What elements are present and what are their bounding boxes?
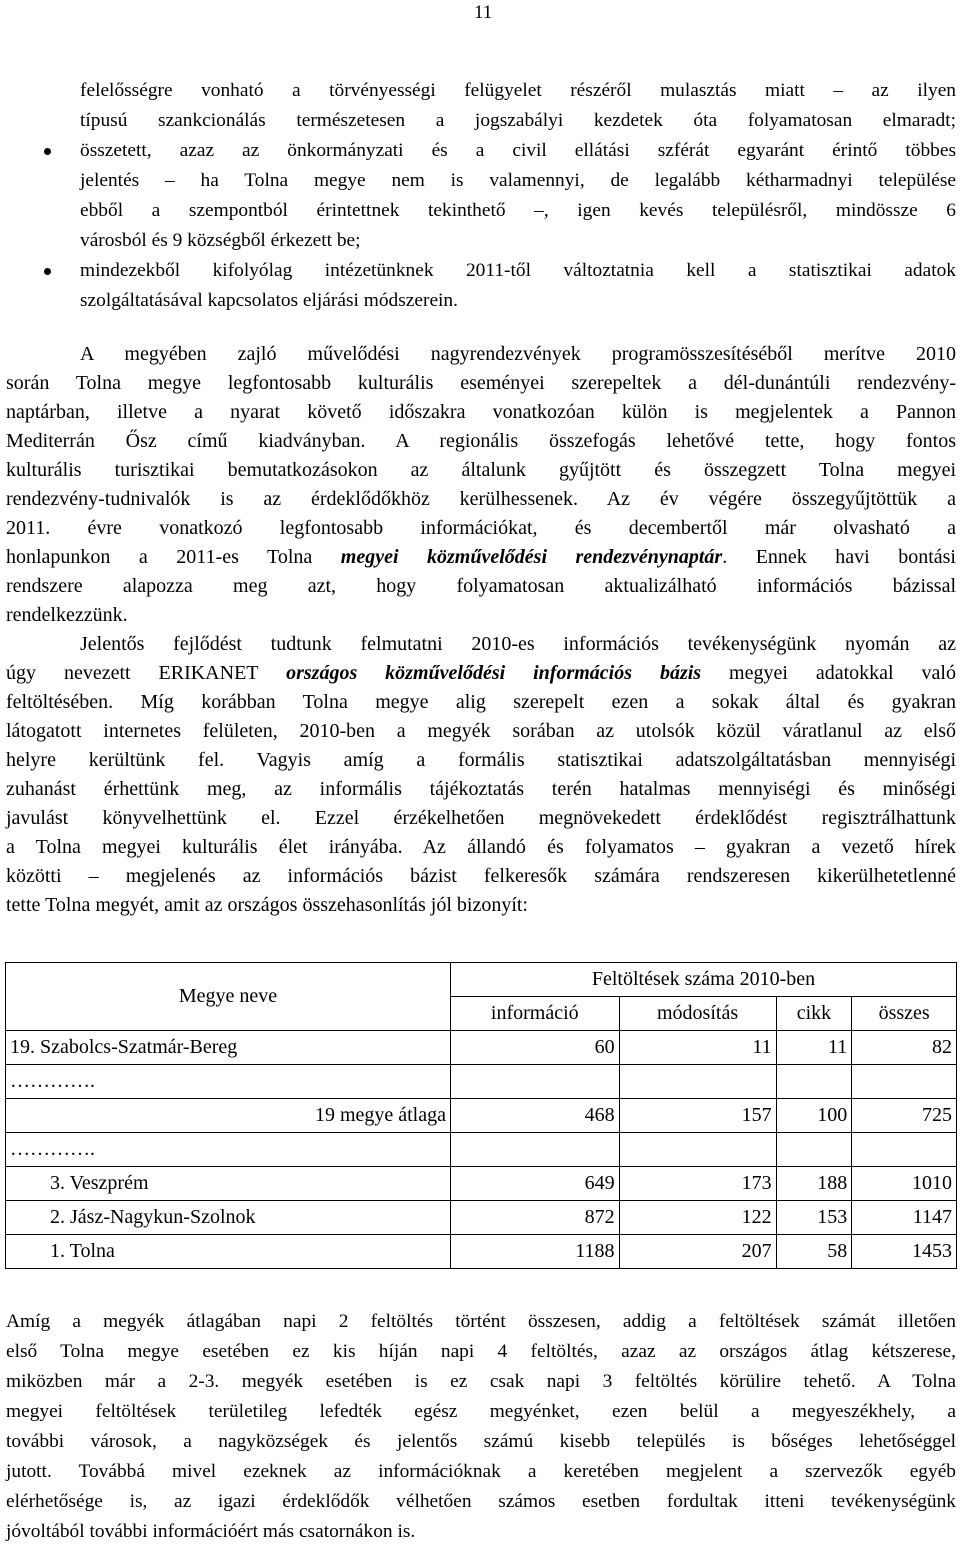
text-line: miközben már a 2-3. megyék esetében is ez csak napi 3 feltöltés körülire tehető. A Tolna bbox=[6, 1371, 956, 1392]
table-row bbox=[6, 1133, 957, 1167]
cell: 725 bbox=[852, 1099, 957, 1133]
cell bbox=[451, 1065, 620, 1099]
bullet-line: felelősségre vonható a törvényességi felügyelet részéről mulasztás miatt – az ilyen bbox=[80, 80, 956, 101]
cell: 11 bbox=[776, 1031, 852, 1065]
cell bbox=[852, 1065, 957, 1099]
text-line: helyre kerültünk fel. Vagyis amíg a formális statisztikai adatszolgáltatásban mennyiségi bbox=[6, 749, 956, 771]
table-row bbox=[6, 1031, 957, 1065]
cell: 100 bbox=[776, 1099, 852, 1133]
header-uploads-2010: Feltöltések száma 2010-ben bbox=[451, 963, 957, 997]
table-header-row bbox=[6, 963, 957, 997]
bullet-line: mindezekből kifolyólag intézetünknek 2011-től változtatnia kell a statisztikai adatok bbox=[80, 260, 956, 281]
cell: 468 bbox=[451, 1099, 620, 1133]
text-line: 2011. évre vonatkozó legfontosabb információkat, és decembertől már olvasható a bbox=[6, 517, 956, 539]
cell: 157 bbox=[619, 1099, 776, 1133]
row-name: 1. Tolna bbox=[6, 1235, 451, 1269]
cell: 649 bbox=[451, 1167, 620, 1201]
cell: 153 bbox=[776, 1201, 852, 1235]
table-row bbox=[6, 1235, 957, 1269]
cell bbox=[776, 1065, 852, 1099]
header-information: információ bbox=[451, 997, 620, 1031]
text-line: rendelkezzünk. bbox=[6, 604, 128, 626]
text-line: naptárban, illetve a nyarat követő időszakra vonatkozóan külön is megjelentek a Pannon bbox=[6, 401, 956, 423]
row-name: 2. Jász-Nagykun-Szolnok bbox=[6, 1201, 451, 1235]
cell: 1010 bbox=[852, 1167, 957, 1201]
emphasis-event-calendar: megyei közművelődési rendezvénynaptár bbox=[340, 546, 723, 568]
emphasis-info-base: országos közművelődési információs bázis bbox=[286, 662, 702, 684]
header-total: összes bbox=[852, 997, 957, 1031]
cell: 207 bbox=[619, 1235, 776, 1269]
row-name: …………. bbox=[6, 1133, 451, 1167]
bullet-line: összetett, azaz az önkormányzati és a civil ellátási szférát egyaránt érintő többes bbox=[80, 140, 956, 161]
cell bbox=[776, 1133, 852, 1167]
bullet-dot-icon bbox=[44, 148, 51, 155]
text-line: rendezvény-tudnivalók is az érdeklődőkhöz kerülhessenek. Az év végére összegyűjtöttük a bbox=[6, 488, 956, 510]
text-span: . Ennek havi bontási bbox=[722, 546, 956, 568]
header-county-name: Megye neve bbox=[6, 963, 451, 1031]
bullet-line: szolgáltatásával kapcsolatos eljárási módszerein. bbox=[80, 290, 458, 311]
text-line: Mediterrán Ősz című kiadványban. A regionális összefogás lehetővé tette, hogy fontos bbox=[6, 430, 956, 452]
bullet-line: jelentés – ha Tolna megye nem is valamennyi, de legalább kétharmadnyi települése bbox=[80, 170, 956, 191]
table-row bbox=[6, 1167, 957, 1201]
text-line: Jelentős fejlődést tudtunk felmutatni 2010-es információs tevékenységünk nyomán az bbox=[80, 633, 956, 655]
text-line: megyei feltöltések területileg lefedték egész megyénket, ezen belül a megyeszékhely, a bbox=[6, 1401, 956, 1422]
text-line: Amíg a megyék átlagában napi 2 feltöltés történt összesen, addig a feltöltések számát illetően bbox=[6, 1311, 956, 1332]
row-name: …………. bbox=[6, 1065, 451, 1099]
text-line: tette Tolna megyét, amit az országos összehasonlítás jól bizonyít: bbox=[6, 894, 528, 916]
text-line: zuhanást érhettünk meg, az informális tájékoztatás terén hatalmas mennyiségi és minőségi bbox=[6, 778, 956, 800]
cell: 1453 bbox=[852, 1235, 957, 1269]
table-row bbox=[6, 1099, 957, 1133]
uploads-table bbox=[5, 962, 957, 1269]
text-line: első Tolna megye esetében ez kis híján napi 4 feltöltés, azaz az országos átlag kétszerese, bbox=[6, 1341, 956, 1362]
page-number: 11 bbox=[474, 2, 493, 23]
text-line: A megyében zajló művelődési nagyrendezvények programösszesítéséből merítve 2010 bbox=[80, 343, 956, 365]
cell: 60 bbox=[451, 1031, 620, 1065]
bullet-dot-icon bbox=[44, 268, 51, 275]
row-name: 19. Szabolcs-Szatmár-Bereg bbox=[6, 1031, 451, 1065]
text-line: rendszere alapozza meg azt, hogy folyamatosan aktualizálható információs bázissal bbox=[6, 575, 956, 597]
cell: 1188 bbox=[451, 1235, 620, 1269]
cell bbox=[852, 1133, 957, 1167]
row-name: 19 megye átlaga bbox=[6, 1099, 451, 1133]
cell: 173 bbox=[619, 1167, 776, 1201]
header-modification: módosítás bbox=[619, 997, 776, 1031]
text-line: látogatott internetes felületen, 2010-ben a megyék sorában az utolsók közül váratlanul az első bbox=[6, 720, 956, 742]
cell: 82 bbox=[852, 1031, 957, 1065]
text-line bbox=[6, 659, 956, 688]
text-line: során Tolna megye legfontosabb kulturális eseményei szerepeltek a dél-dunántúli rendezvény- bbox=[6, 372, 956, 394]
bullet-line: városból és 9 községből érkezett be; bbox=[80, 230, 361, 251]
cell: 11 bbox=[619, 1031, 776, 1065]
cell bbox=[619, 1133, 776, 1167]
text-line: kulturális turisztikai bemutatkozásokon az általunk gyűjtött és összegzett Tolna megyei bbox=[6, 459, 956, 481]
text-line: jutott. Továbbá mivel ezeknek az információknak a keretében megjelent a szervezők egyéb bbox=[6, 1461, 956, 1482]
header-article: cikk bbox=[776, 997, 852, 1031]
text-line: közötti – megjelenés az információs bázist felkeresők számára rendszeresen kikerülhetetlenné bbox=[6, 865, 956, 887]
table-row bbox=[6, 1201, 957, 1235]
row-name: 3. Veszprém bbox=[6, 1167, 451, 1201]
bullet-line: típusú szankcionálás természetesen a jogszabályi kezdetek óta folyamatosan elmaradt; bbox=[80, 110, 956, 131]
cell: 188 bbox=[776, 1167, 852, 1201]
text-line: javulást könyvelhettünk el. Ezzel érzékelhetően megnövekedett érdeklődést regisztrálhattunk bbox=[6, 807, 956, 829]
cell: 122 bbox=[619, 1201, 776, 1235]
text-span: honlapunkon a 2011-es Tolna bbox=[6, 546, 341, 568]
text-span: megyei adatokkal való bbox=[701, 662, 956, 684]
text-line: a Tolna megyei kulturális élet irányába. Az állandó és folyamatos – gyakran a vezető hírek bbox=[6, 836, 956, 858]
text-span: úgy nevezett ERIKANET bbox=[6, 662, 287, 684]
text-line: elérhetősége is, az igazi érdeklődők vélhetően számos esetben fordultak itteni tevékenységünk bbox=[6, 1491, 956, 1512]
bullet-line: ebből a szempontból érintettnek tekinthető –, igen kevés településről, mindössze 6 bbox=[80, 200, 956, 221]
text-line bbox=[6, 543, 956, 572]
table-row bbox=[6, 1065, 957, 1099]
cell bbox=[619, 1065, 776, 1099]
cell: 1147 bbox=[852, 1201, 957, 1235]
cell bbox=[451, 1133, 620, 1167]
text-line: további városok, a nagyközségek és jelentős számú kisebb település is bőséges lehetőséggel bbox=[6, 1431, 956, 1452]
text-line: feltöltésében. Míg korábban Tolna megye alig szerepelt ezen a sokak által és gyakran bbox=[6, 691, 956, 713]
text-line: jóvoltából további információért más csatornákon is. bbox=[6, 1521, 416, 1542]
cell: 58 bbox=[776, 1235, 852, 1269]
cell: 872 bbox=[451, 1201, 620, 1235]
